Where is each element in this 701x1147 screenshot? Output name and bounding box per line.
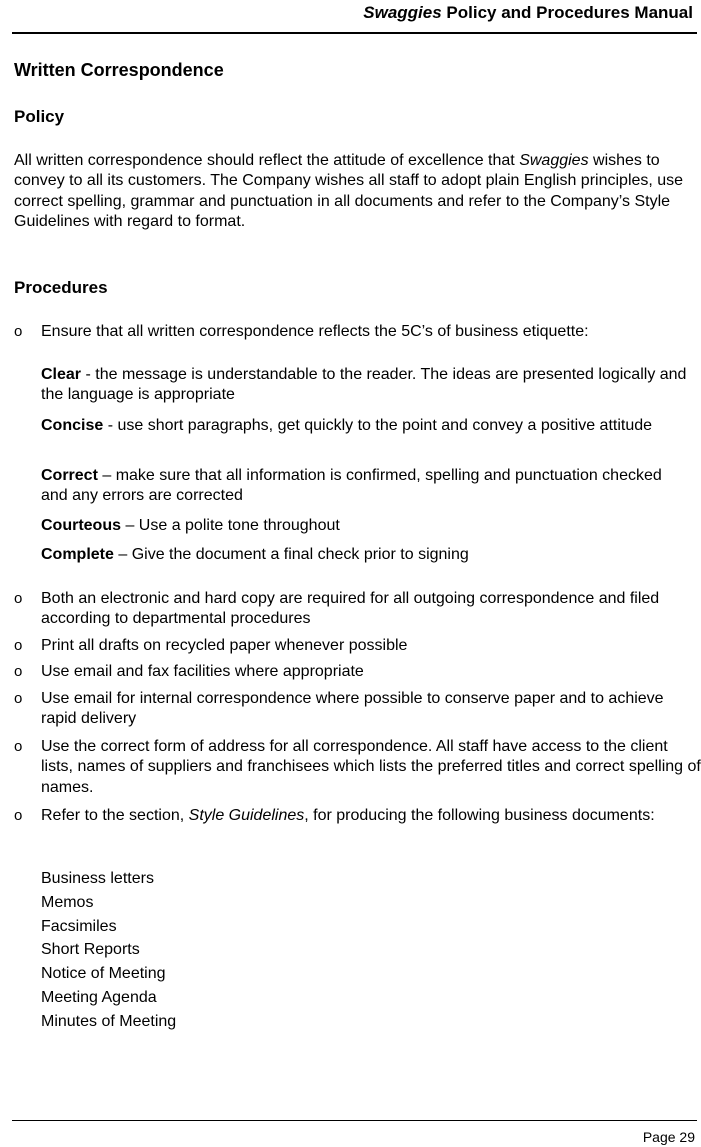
five-c-item [41,545,691,565]
bullet-text: Print all drafts on recycled paper whenever possible [41,637,408,654]
bullet-marker: o [14,323,23,340]
document-item: Meeting Agenda [41,988,157,1006]
manual-title [363,3,693,23]
bullet-text: Ensure that all written correspondence reflects the 5C’s of business etiquette: [41,323,589,340]
bullet-marker: o [14,590,23,607]
five-c-desc: – make sure that all information is confirmed, spelling and punctuation checked and any errors are corrected [41,467,662,505]
five-c-desc: - use short paragraphs, get quickly to the point and convey a positive attitude [103,417,653,434]
policy-paragraph [14,151,684,232]
document-item: Short Reports [41,941,140,959]
bullet-text: Both an electronic and hard copy are required for all outgoing correspondence and filed according to departmental procedures [41,590,660,628]
bullet-text-before: Refer to the section, [41,807,189,824]
document-item: Business letters [41,870,154,887]
document-item: Notice of Meeting [41,965,166,983]
page-number: Page 29 [642,1129,695,1145]
five-c-item [41,416,691,436]
bullet-text: Use email and fax facilities where appropriate [41,663,364,680]
five-c-item [41,466,691,507]
five-c-desc: – Use a polite tone throughout [121,517,340,534]
five-c-term: Concise [41,417,104,434]
bullet-marker: o [14,663,23,680]
five-c-term: Courteous [41,517,121,534]
five-c-item [41,365,691,406]
bullet-text-after: , for producing the following business documents: [304,807,655,824]
style-guidelines-reference: Style Guidelines [188,807,305,824]
five-c-term: Clear [41,366,82,383]
bullet-text [41,806,701,826]
five-c-term: Correct [41,467,98,484]
section-title: Written Correspondence [14,60,224,80]
bullet-marker: o [14,738,23,755]
bullet-text: Use the correct form of address for all correspondence. All staff have access to the client lists, names of suppliers and franchisees which lists the preferred titles and correct spelling of names. [41,738,701,796]
five-c-item [41,516,691,536]
policy-heading: Policy [14,107,65,126]
five-c-desc: – Give the document a final check prior to signing [113,546,469,563]
five-c-term: Complete [41,546,114,563]
policy-brand: Swaggies [519,152,589,169]
document-list [41,867,176,1034]
document-item: Facsimiles [41,917,117,935]
bullet-marker: o [14,690,23,707]
footer-rule [12,1120,697,1121]
page-header [12,0,697,34]
document-item: Minutes of Meeting [41,1012,177,1030]
policy-text-after: wishes to convey to all its customers. The Company wishes all staff to adopt plain English principles, use correct spelling, grammar and punctuation in all documents and refer to the Company’s Style Guidelines with regard to format. [14,152,684,230]
bullet-text: Use email for internal correspondence where possible to conserve paper and to achieve rapid delivery [41,690,664,728]
document-item: Memos [41,893,94,911]
policy-text-before: All written correspondence should reflect the attitude of excellence that [14,152,520,169]
procedures-heading: Procedures [14,278,108,297]
manual-brand: Swaggies [363,3,442,22]
manual-title-rest: Policy and Procedures Manual [441,3,693,22]
five-c-desc: - the message is understandable to the reader. The ideas are presented logically and the language is appropriate [41,366,687,404]
bullet-marker: o [14,637,23,654]
bullet-marker: o [14,807,23,824]
